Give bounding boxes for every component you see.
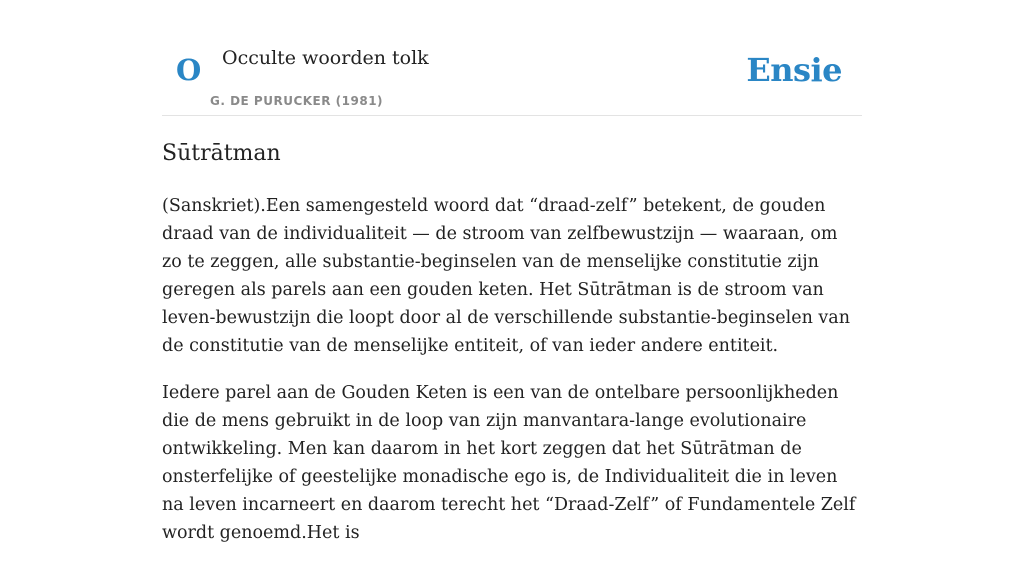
- entry-paragraph: (Sanskriet).Een samengesteld woord dat “draad-zelf” betekent, de gouden draad van de individualiteit — de stroom van zelfbewustzijn — waaraan, om zo te zeggen, alle substantie-beginselen van de menselijke constitutie zijn geregen als parels aan een gouden keten. Het Sūtrātman is de stroom van leven-bewustzijn die loopt door al de verschillende substantie-beginselen van de constitutie van de menselijke entiteit, of van ieder andere entiteit.: [162, 196, 850, 356]
- ensie-logo[interactable]: Ensie: [746, 51, 842, 89]
- entry-term: Sūtrātman: [162, 141, 281, 166]
- book-title[interactable]: Occulte woorden tolk: [222, 47, 429, 69]
- book-author: G. DE PURUCKER (1981): [210, 94, 384, 108]
- entry-paragraph: Iedere parel aan de Gouden Keten is een van de ontelbare persoonlijkheden die de mens gebruikt in de loop van zijn manvantara-lange evolutionaire ontwikkeling. Men kan daarom in het kort zeggen dat het Sūtrātman de onsterfelijke of geestelijke monadische ego is, de Individualiteit die in leven na leven incarneert en daarom terecht het “Draad-Zelf” of Fundamentele Zelf wordt genoemd.Het is: [162, 383, 856, 543]
- index-letter[interactable]: O: [176, 53, 202, 87]
- entry-content: [162, 192, 862, 566]
- page-header: [162, 0, 862, 116]
